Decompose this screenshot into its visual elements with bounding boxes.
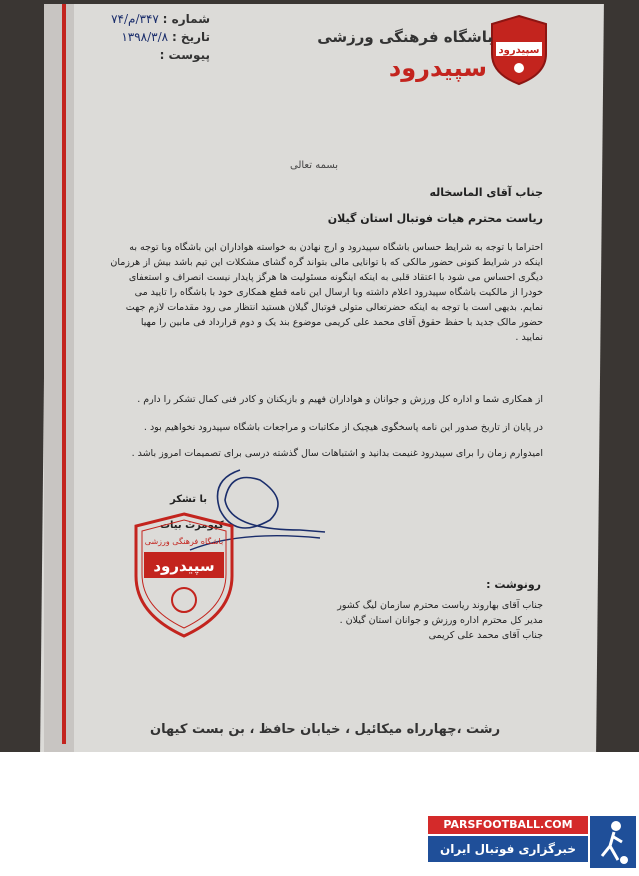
signer-name: کیومرث بیات bbox=[160, 520, 224, 531]
closing: با تشکر bbox=[170, 494, 207, 505]
paragraph-line: حضور مالک جدید با حفظ حقوق آقای محمد علی کریمی موضوع بند یک و دوم قرارداد فی مابین را مهیا bbox=[140, 317, 543, 328]
cc-item: جناب آقای محمد علی کریمی bbox=[428, 630, 543, 641]
paragraph-line: نمایم. بدیهی است با توجه به اینکه حضرتعالی متولی فوتبال گیلان هستید انتظار می رود مقدمات لازم جهت bbox=[125, 302, 543, 313]
stamp-caption: باشگاه فرهنگی ورزشی bbox=[144, 537, 224, 546]
number-value: ۳۴۷/م/۷۴ bbox=[111, 12, 159, 26]
club-stamp bbox=[130, 510, 238, 640]
club-name: باشگاه فرهنگی ورزشی bbox=[317, 28, 493, 46]
date-value: ۱۳۹۸/۳/۸ bbox=[121, 30, 169, 44]
paragraph-line: اینکه در شرایط کنونی حضور مالکی که با توانایی مالی بتواند گره گشای مشکلات این تیم باشد بیش از هرزمان bbox=[110, 257, 543, 268]
cc-item: جناب آقای بهاروند ریاست محترم سازمان لیگ کشور bbox=[337, 600, 543, 611]
paragraph-line: احتراما با توجه به شرایط حساس باشگاه سپیدرود و ارج نهادن به خواسته هواداران این باشگاه وبا توجه به bbox=[129, 242, 543, 253]
paragraph-3: در پایان از تاریخ صدور این نامه پاسخگوی هیچیک از مکاتبات و مراجعات باشگاه سپیدرود نخواهیم بود . bbox=[143, 422, 543, 433]
paragraph-4: امیدوارم زمان را برای سپیدرود غنیمت بدانید و اشتباهات سال گذشته درسی برای تصمیمات امروز باشد . bbox=[131, 448, 543, 459]
number-label: شماره : bbox=[162, 12, 210, 26]
paragraph-line: نمایید . bbox=[515, 332, 543, 343]
watermark-brand: خبرگزاری فوتبال ایران bbox=[428, 836, 588, 862]
letter-meta bbox=[70, 10, 210, 64]
parsfootball-watermark bbox=[428, 816, 636, 868]
paragraph-2: از همکاری شما و اداره کل ورزش و جوانان و هواداران فهیم و بازیکنان و کادر فنی کمال تشکر را دارم . bbox=[137, 394, 543, 405]
stamp-name: سپیدرود bbox=[153, 557, 215, 575]
paragraph-1 bbox=[83, 240, 543, 345]
attachment-label: پیوست : bbox=[159, 48, 210, 62]
paper-margin bbox=[44, 4, 74, 752]
footballer-icon bbox=[590, 816, 636, 868]
paragraph-line: دیگری احساس می شود با اعتقاد قلبی به اینکه اینگونه مسئولیت ها هرگز پایدار نیست انصراف و استعفای bbox=[128, 272, 543, 283]
cc-item: مدیر کل محترم اداره ورزش و جوانان استان گیلان . bbox=[339, 615, 543, 626]
footer-address: رشت ،چهارراه میکائیل ، خیابان حافظ ، بن بست کیهان bbox=[150, 722, 501, 737]
date-label: تاریخ : bbox=[171, 30, 210, 44]
watermark-site: PARSFOOTBALL.COM bbox=[428, 816, 588, 834]
paragraph-line: خودرا از مالکیت باشگاه سپیدرود اعلام داشته وبا ارسال این نامه قطع همکاری خود با باشگاه را تایید می bbox=[134, 287, 543, 298]
cc-list bbox=[337, 598, 543, 643]
addressee-position: ریاست محترم هیات فوتبال استان گیلان bbox=[327, 212, 543, 225]
svg-text:سپیدرود: سپیدرود bbox=[498, 45, 540, 56]
club-logo bbox=[488, 14, 550, 86]
club-title: سپیدرود bbox=[388, 54, 487, 82]
addressee: جناب آقای الماسخاله bbox=[429, 186, 543, 199]
basmala: بسمه تعالی bbox=[290, 160, 339, 171]
red-margin-stripe bbox=[62, 4, 66, 744]
cc-label: رونوشت : bbox=[486, 578, 541, 591]
